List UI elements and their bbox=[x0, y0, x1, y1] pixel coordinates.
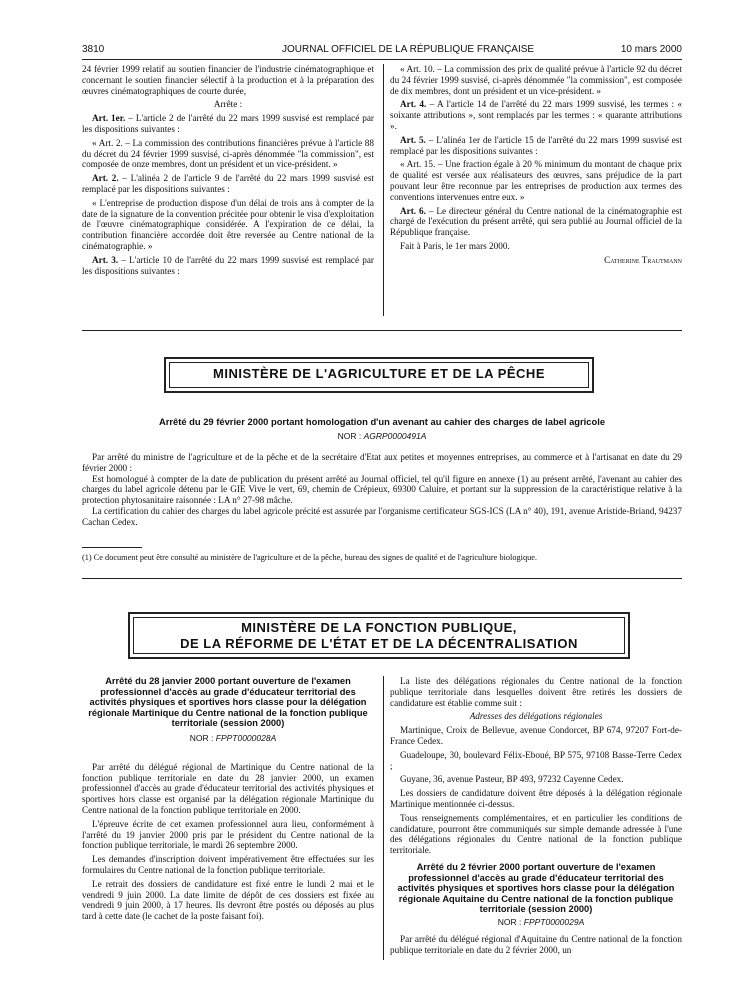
journal-title: JOURNAL OFFICIEL DE LA RÉPUBLIQUE FRANÇAISE bbox=[282, 44, 535, 55]
article-6: Art. 6. – Le directeur général du Centre national de la cinématographie est chargé de l'exécution du présent arrêté, qui sera publié au Journal officiel de la République française. bbox=[390, 205, 682, 238]
paragraph: Le retrait des dossiers de candidature est fixé entre le lundi 2 mai et le vendredi 9 juin 2000. La date limite de dépôt de ces dossiers est fixée au vendredi 9 juin 2000, à 17 heures. Ils devront être postés ou déposés au plus tard à cette date (le cachet de la poste faisant foi). bbox=[82, 878, 374, 922]
paragraph: Par arrêté du délégué régional de Martinique du Centre national de la fonction publique territoriale en date du 28 janvier 2000, un examen professionnel d'accès au grade d'éducateur territorial des activités physiques et sportives hors classe est organisé par la délégation régionale Martinique du Centre national de la fonction publique territoriale en 2000. bbox=[82, 761, 374, 815]
arrete-heading: Arrête : bbox=[213, 99, 243, 110]
article-5: Art. 5. – L'alinéa 1er de l'article 15 de l'arrêté du 22 mars 1999 susvisé est remplacé par les dispositions suivantes : bbox=[390, 134, 682, 156]
article-1: Art. 1er. – L'article 2 de l'arrêté du 22 mars 1999 susvisé est remplacé par les dispositions suivantes : bbox=[82, 113, 374, 134]
ministry-title-line1: MINISTÈRE DE LA FONCTION PUBLIQUE, bbox=[241, 620, 517, 635]
paragraph: Par arrêté du délégué régional d'Aquitaine du Centre national de la fonction publique territoriale en date du 2 février 2000, un bbox=[390, 933, 682, 955]
article-4: Art. 4. – A l'article 14 de l'arrêté du 22 mars 1999 susvisé, les termes : « soixante attributions », sont remplacés par les termes : « quarante attributions ». bbox=[390, 99, 682, 131]
nor-reference: NOR : AGRP0000491A bbox=[337, 431, 427, 441]
footnote: (1) Ce document peut être consulté au ministère de l'agriculture et de la pêche, bureau des signes de qualité et de l'agriculture biologique. bbox=[82, 553, 538, 562]
address: Martinique, Croix de Bellevue, avenue Condorcet, BP 674, 97207 Fort-de-France Cedex. bbox=[390, 725, 682, 746]
paragraph: La liste des délégations régionales du Centre national de la fonction publique territoriale dans lesquelles doivent être retirés les dossiers de candidature est établie comme suit : bbox=[390, 676, 682, 708]
nor-reference: NOR : FPPT0000029A bbox=[497, 916, 585, 927]
ministry-title: MINISTÈRE DE L'AGRICULTURE ET DE LA PÊCHE bbox=[213, 366, 545, 381]
paragraph: Par arrêté du ministre de l'agriculture et de la pêche et de la secrétaire d'Etat aux petites et moyennes entreprises, au commerce et à l'artisanat en date du 29 février 2000 : bbox=[82, 452, 682, 473]
quote: « Art. 2. – La commission des contributions financières prévue à l'article 88 du décret du 24 février 1999 susvisé, ci-après dénommée "la commission", est composée de onze membres, dont un président et un vice-président. » bbox=[82, 137, 374, 170]
page-header bbox=[82, 44, 682, 58]
paragraph: Est homologué à compter de la date de publication du présent arrêté au Journal officiel, tel qu'il figure en annexe (1) au présent arrêté, l'avenant au cahier des charges du label agricole détenu par le GIE Vive le vert, 69, chemin de Crépieux, 69300 Caluire, et portant sur la suppression de la caractéristique relative à la protection phytosanitaire raisonnée : LA n° 27-98 mâche. bbox=[82, 473, 682, 506]
quote: « Art. 10. – La commission des prix de qualité prévue à l'article 92 du décret du 24 février 1999 susvisé, ci-après dénommée "la commission", est composée de dix membres, dont un président et un vice-président. » bbox=[390, 64, 682, 96]
quote: « L'entreprise de production dispose d'un délai de trois ans à compter de la date de la signature de la convention précitée pour obtenir le visa d'exploitation de l'œuvre cinématographique considérée. A l'expiration de ce délai, la contribution financière accordée doit être reversée au Centre national de la cinématographie. » bbox=[82, 197, 374, 251]
column-divider bbox=[383, 676, 384, 960]
section-rule bbox=[82, 578, 682, 579]
column-divider bbox=[383, 64, 384, 316]
paragraph: Tous renseignements complémentaires, et en particulier les conditions de candidature, pourront être communiqués sur simple demande adressée à l'une des délégations régionales du Centre national de la fonction publique territoriale. bbox=[390, 812, 682, 856]
ministry-public-service-box bbox=[128, 612, 630, 659]
paragraph: La certification du cahier des charges du label agricole précité est assurée par l'organisme certificateur SGS-ICS (LA n° 40), 191, avenue Aristide-Briand, 94237 Cachan Cedex. bbox=[82, 505, 682, 527]
section-rule bbox=[82, 330, 682, 331]
address: Guyane, 36, avenue Pasteur, BP 493, 97232 Cayenne Cedex. bbox=[400, 774, 624, 785]
decree-title: Arrêté du 29 février 2000 portant homologation d'un avenant au cahier des charges de label agricole bbox=[158, 416, 606, 427]
header-rule bbox=[82, 59, 682, 60]
issue-date: 10 mars 2000 bbox=[620, 44, 682, 55]
article-2: Art. 2. – L'alinéa 2 de l'article 9 de l'arrêté du 22 mars 1999 susvisé est remplacé par les dispositions suivantes : bbox=[82, 173, 374, 194]
paragraph: L'épreuve écrite de cet examen professionnel aura lieu, conformément à l'arrêté du 19 janvier 2000 pris par le président du Centre national de la fonction publique territoriale, le mardi 26 septembre 2000. bbox=[82, 818, 374, 851]
top-left-column bbox=[82, 64, 374, 279]
address: Guadeloupe, 30, boulevard Félix-Eboué, BP 575, 97108 Basse-Terre Cedex ; bbox=[390, 749, 682, 771]
bottom-right-column bbox=[390, 676, 682, 958]
page-number: 3810 bbox=[82, 44, 105, 55]
decree-title: Arrêté du 2 février 2000 portant ouverture de l'examen professionnel d'accès au grade d'éducateur territorial des activités physiques et sportives hors classe pour la délégation régionale Aquitaine du Centre national de la fonction publique territoriale (session 2000) bbox=[397, 861, 675, 915]
nor-reference: NOR : FPPT0000028A bbox=[189, 732, 277, 743]
footnote-rule bbox=[82, 547, 142, 548]
paragraph: 24 février 1999 relatif au soutien financier de l'industrie cinématographique et concernant le soutien financier sélectif à la production et à la préparation des œuvres cinématographiques de courte durée, bbox=[82, 64, 374, 96]
ministry-agriculture-box bbox=[164, 357, 594, 393]
bottom-left-column bbox=[82, 676, 374, 925]
paragraph: Les dossiers de candidature doivent être déposés à la délégation régionale Martinique mentionnée ci-dessus. bbox=[390, 788, 682, 809]
quote: « Art. 15. – Une fraction égale à 20 % minimum du montant de chaque prix de qualité est versée aux réalisateurs des œuvres, sans préjudice de la part pouvant leur être reconnue par les entreprises de production aux termes des conventions intervenues entre eux. » bbox=[390, 159, 682, 202]
signature: Catherine Trautmann bbox=[604, 254, 682, 265]
paragraph: Les demandes d'inscription doivent impérativement être effectuées sur les formulaires du Centre national de la fonction publique territoriale. bbox=[82, 854, 374, 875]
decree-title: Arrêté du 28 janvier 2000 portant ouverture de l'examen professionnel d'accès au grade d'éducateur territorial des activités physiques et sportives hors classe pour la délégation régionale Martinique du Centre national de la fonction publique territoriale (session 2000) bbox=[88, 676, 368, 729]
ministry-title-line2: DE LA RÉFORME DE L'ÉTAT ET DE LA DÉCENTRALISATION bbox=[180, 636, 578, 651]
subheading: Adresses des délégations régionales bbox=[469, 711, 603, 722]
done-at: Fait à Paris, le 1er mars 2000. bbox=[400, 240, 510, 251]
agriculture-decree-body bbox=[82, 452, 682, 528]
article-3: Art. 3. – L'article 10 de l'arrêté du 22 mars 1999 susvisé est remplacé par les dispositions suivantes : bbox=[82, 254, 374, 276]
top-right-column bbox=[390, 64, 682, 269]
